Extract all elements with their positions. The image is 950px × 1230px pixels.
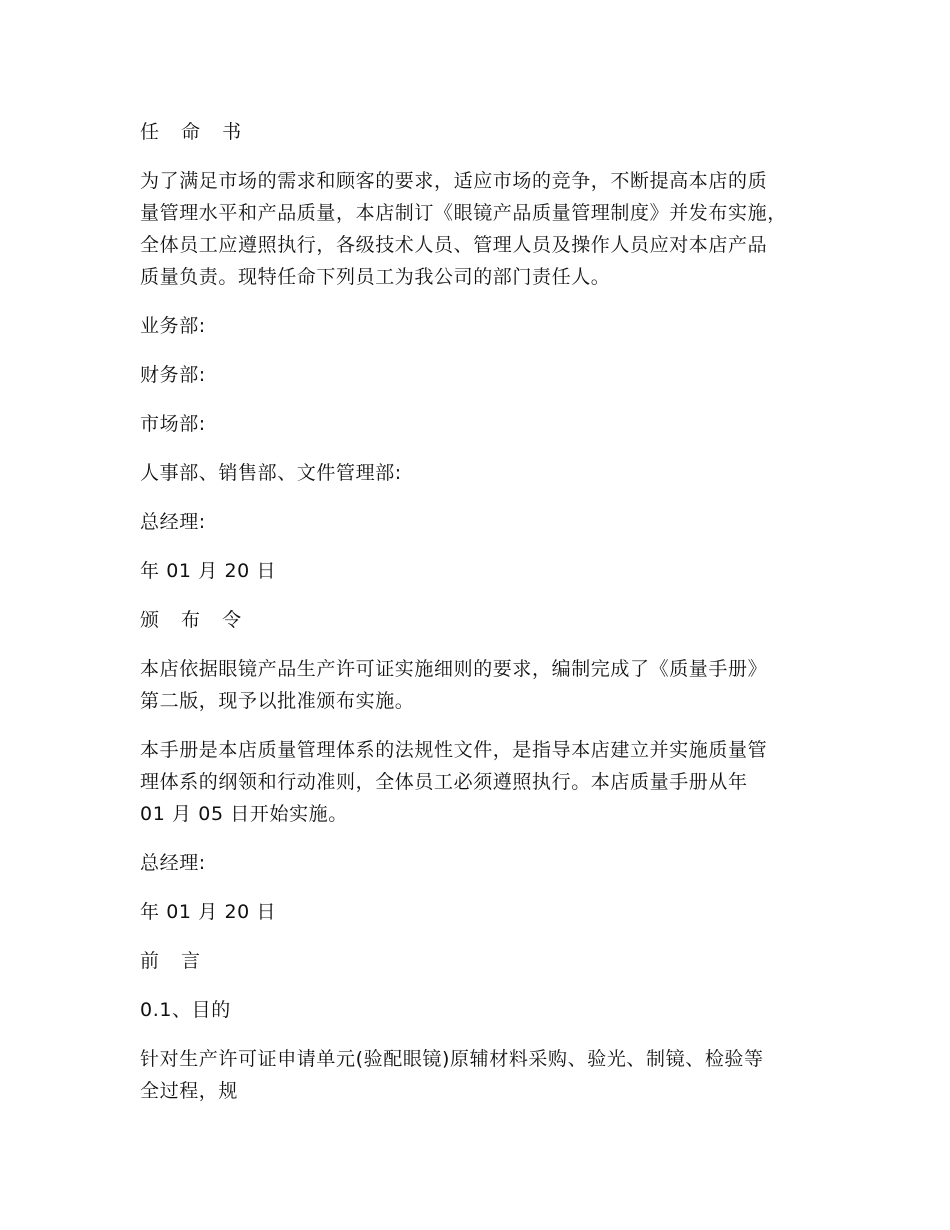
text-line: 颁 布 令	[140, 609, 250, 631]
date-1	[140, 555, 820, 587]
text-line: 第二版，现予以批准颁布实施。	[140, 690, 415, 712]
hr-sales-file-dept	[140, 457, 820, 489]
text-line: 年 01 月 20 日	[140, 560, 277, 582]
text-line: 业务部:	[140, 315, 206, 337]
decree-body-1	[140, 653, 820, 717]
text-line: 总经理:	[140, 852, 206, 874]
business-dept	[140, 310, 820, 342]
section-heading-0-1	[140, 994, 820, 1026]
text-line: 本店依据眼镜产品生产许可证实施细则的要求，编制完成了《质量手册》	[140, 658, 768, 680]
text-line: 市场部:	[140, 413, 206, 435]
finance-dept	[140, 359, 820, 391]
text-line: 为了满足市场的需求和顾客的要求，适应市场的竞争，不断提高本店的质	[140, 170, 768, 192]
date-2	[140, 896, 820, 928]
text-line: 总经理:	[140, 511, 206, 533]
text-line: 0.1、目的	[140, 999, 231, 1021]
text-line: 质量负责。现特任命下列员工为我公司的部门责任人。	[140, 266, 611, 288]
appointment-body	[140, 165, 820, 293]
text-line: 01 月 05 日开始实施。	[140, 803, 348, 825]
text-line: 前 言	[140, 950, 209, 972]
text-line: 理体系的纲领和行动准则，全体员工必须遵照执行。本店质量手册从年	[140, 771, 748, 793]
preface-title	[140, 945, 820, 977]
document-content	[140, 116, 820, 1124]
text-line: 本手册是本店质量管理体系的法规性文件，是指导本店建立并实施质量管	[140, 739, 768, 761]
text-line: 年 01 月 20 日	[140, 901, 277, 923]
text-line: 人事部、销售部、文件管理部:	[140, 462, 402, 484]
text-line: 财务部:	[140, 364, 206, 386]
decree-title	[140, 604, 820, 636]
appointment-title	[140, 116, 820, 148]
text-line: 全过程，规	[140, 1080, 239, 1102]
market-dept	[140, 408, 820, 440]
text-line: 针对生产许可证申请单元(验配眼镜)原辅材料采购、验光、制镜、检验等	[140, 1048, 764, 1070]
purpose-body	[140, 1043, 820, 1107]
text-line: 任 命 书	[140, 121, 250, 143]
decree-body-2	[140, 734, 820, 830]
text-line: 全体员工应遵照执行，各级技术人员、管理人员及操作人员应对本店产品	[140, 234, 768, 256]
general-manager-signature-2	[140, 847, 820, 879]
general-manager-signature-1	[140, 506, 820, 538]
text-line: 量管理水平和产品质量，本店制订《眼镜产品质量管理制度》并发布实施，	[140, 202, 787, 224]
